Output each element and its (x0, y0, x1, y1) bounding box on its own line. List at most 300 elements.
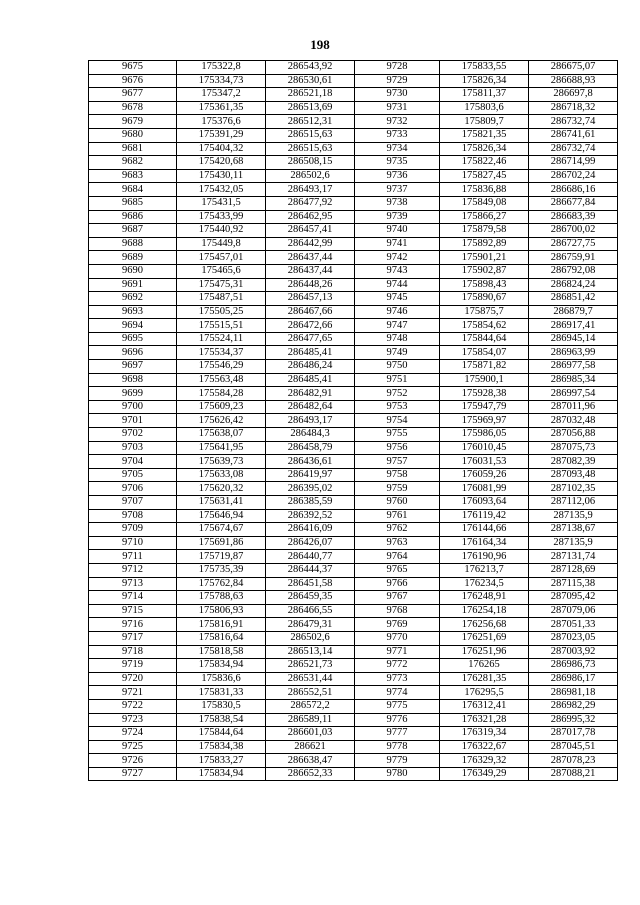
table-cell-y-right: 286732,74 (529, 142, 618, 156)
table-cell-point-number-left: 9704 (89, 455, 177, 469)
table-cell-point-number-left: 9696 (89, 346, 177, 360)
table-cell-point-number-left: 9712 (89, 563, 177, 577)
table-cell-x-left: 175646,94 (177, 509, 266, 523)
table-cell-x-left: 175524,11 (177, 332, 266, 346)
table-cell-y-right: 287075,73 (529, 441, 618, 455)
table-cell-y-left: 286521,73 (266, 659, 355, 673)
table-cell-point-number-left: 9717 (89, 631, 177, 645)
table-cell-y-right: 287128,69 (529, 563, 618, 577)
table-cell-x-left: 175433,99 (177, 210, 266, 224)
table-cell-x-left: 175818,58 (177, 645, 266, 659)
table-cell-x-right: 176190,96 (440, 550, 529, 564)
table-cell-point-number-left: 9724 (89, 727, 177, 741)
table-cell-point-number-right: 9757 (355, 455, 440, 469)
table-cell-y-right: 287079,06 (529, 604, 618, 618)
table-cell-point-number-left: 9714 (89, 591, 177, 605)
table-cell-x-right: 175928,38 (440, 387, 529, 401)
table-cell-x-left: 175844,64 (177, 727, 266, 741)
table-row (89, 115, 618, 129)
table-cell-y-left: 286543,92 (266, 61, 355, 75)
table-cell-point-number-right: 9742 (355, 251, 440, 265)
table-cell-x-right: 175833,55 (440, 61, 529, 75)
table-cell-point-number-left: 9711 (89, 550, 177, 564)
table-cell-y-left: 286502,6 (266, 631, 355, 645)
table-row (89, 455, 618, 469)
table-row (89, 645, 618, 659)
table-cell-point-number-right: 9755 (355, 428, 440, 442)
table-cell-point-number-left: 9686 (89, 210, 177, 224)
table-cell-x-left: 175431,5 (177, 196, 266, 210)
table-cell-y-left: 286444,37 (266, 563, 355, 577)
table-cell-point-number-right: 9780 (355, 767, 440, 781)
table-cell-point-number-right: 9745 (355, 292, 440, 306)
table-cell-x-left: 175515,51 (177, 319, 266, 333)
table-cell-x-left: 175834,38 (177, 740, 266, 754)
table-cell-y-right: 286718,32 (529, 101, 618, 115)
table-cell-x-left: 175334,73 (177, 74, 266, 88)
table-cell-x-right: 175821,35 (440, 128, 529, 142)
table-cell-x-left: 175534,37 (177, 346, 266, 360)
table-row (89, 387, 618, 401)
table-cell-y-right: 287095,42 (529, 591, 618, 605)
table-cell-x-right: 175892,89 (440, 237, 529, 251)
table-cell-y-right: 286732,74 (529, 115, 618, 129)
coordinates-table (88, 60, 618, 781)
table-row (89, 128, 618, 142)
table-cell-x-right: 175986,05 (440, 428, 529, 442)
table-row (89, 468, 618, 482)
table-row (89, 496, 618, 510)
table-cell-x-left: 175620,32 (177, 482, 266, 496)
table-cell-y-left: 286512,31 (266, 115, 355, 129)
table-row (89, 414, 618, 428)
table-row (89, 482, 618, 496)
table-cell-point-number-left: 9719 (89, 659, 177, 673)
table-row (89, 346, 618, 360)
table-cell-point-number-right: 9732 (355, 115, 440, 129)
table-cell-point-number-left: 9726 (89, 754, 177, 768)
table-cell-y-right: 286917,41 (529, 319, 618, 333)
table-cell-y-left: 286437,44 (266, 264, 355, 278)
table-cell-point-number-left: 9723 (89, 713, 177, 727)
table-cell-point-number-left: 9725 (89, 740, 177, 754)
table-cell-y-right: 287032,48 (529, 414, 618, 428)
table-cell-point-number-left: 9706 (89, 482, 177, 496)
table-cell-x-left: 175838,54 (177, 713, 266, 727)
table-cell-y-right: 287135,9 (529, 536, 618, 550)
table-cell-y-left: 286479,31 (266, 618, 355, 632)
table-row (89, 400, 618, 414)
table-cell-point-number-left: 9677 (89, 88, 177, 102)
table-cell-y-left: 286419,97 (266, 468, 355, 482)
table-cell-y-left: 286440,77 (266, 550, 355, 564)
table-cell-x-left: 175487,51 (177, 292, 266, 306)
table-cell-y-right: 286985,34 (529, 373, 618, 387)
table-cell-x-left: 175475,31 (177, 278, 266, 292)
table-cell-point-number-left: 9683 (89, 169, 177, 183)
table-cell-x-right: 175901,21 (440, 251, 529, 265)
table-cell-x-right: 175900,1 (440, 373, 529, 387)
table-cell-x-left: 175831,33 (177, 686, 266, 700)
table-cell-x-right: 175844,64 (440, 332, 529, 346)
table-cell-point-number-left: 9693 (89, 305, 177, 319)
table-cell-x-right: 175809,7 (440, 115, 529, 129)
table-row (89, 754, 618, 768)
table-cell-point-number-left: 9708 (89, 509, 177, 523)
table-cell-x-right: 176329,32 (440, 754, 529, 768)
table-cell-y-right: 286686,16 (529, 183, 618, 197)
table-cell-x-right: 175875,7 (440, 305, 529, 319)
table-cell-x-left: 175546,29 (177, 360, 266, 374)
table-row (89, 360, 618, 374)
table-cell-y-left: 286589,11 (266, 713, 355, 727)
table-cell-y-left: 286502,6 (266, 169, 355, 183)
table-cell-y-right: 286982,29 (529, 699, 618, 713)
table-cell-y-right: 286824,24 (529, 278, 618, 292)
table-cell-x-left: 175833,27 (177, 754, 266, 768)
table-row (89, 332, 618, 346)
table-cell-x-right: 175836,88 (440, 183, 529, 197)
table-row (89, 61, 618, 75)
table-row (89, 618, 618, 632)
table-cell-y-left: 286448,26 (266, 278, 355, 292)
table-cell-x-right: 175879,58 (440, 224, 529, 238)
table-cell-point-number-right: 9774 (355, 686, 440, 700)
table-cell-y-right: 286879,7 (529, 305, 618, 319)
table-cell-x-left: 175430,11 (177, 169, 266, 183)
table-cell-x-left: 175633,08 (177, 468, 266, 482)
table-cell-point-number-left: 9715 (89, 604, 177, 618)
table-row (89, 441, 618, 455)
table-cell-y-right: 286986,17 (529, 672, 618, 686)
table-cell-x-left: 175834,94 (177, 659, 266, 673)
table-cell-y-right: 286727,75 (529, 237, 618, 251)
table-cell-y-right: 286697,8 (529, 88, 618, 102)
table-cell-y-right: 287003,92 (529, 645, 618, 659)
table-cell-point-number-right: 9759 (355, 482, 440, 496)
table-cell-x-right: 176281,35 (440, 672, 529, 686)
table-cell-x-right: 176010,45 (440, 441, 529, 455)
table-cell-point-number-left: 9705 (89, 468, 177, 482)
table-cell-point-number-left: 9698 (89, 373, 177, 387)
table-cell-point-number-right: 9744 (355, 278, 440, 292)
table-cell-x-left: 175674,67 (177, 523, 266, 537)
table-cell-point-number-right: 9743 (355, 264, 440, 278)
table-cell-point-number-left: 9709 (89, 523, 177, 537)
table-cell-y-right: 286851,42 (529, 292, 618, 306)
table-cell-x-right: 175902,87 (440, 264, 529, 278)
table-row (89, 305, 618, 319)
table-cell-y-left: 286521,18 (266, 88, 355, 102)
table-cell-x-left: 175420,68 (177, 156, 266, 170)
table-row (89, 536, 618, 550)
table-cell-point-number-left: 9685 (89, 196, 177, 210)
table-cell-point-number-left: 9700 (89, 400, 177, 414)
table-cell-y-left: 286638,47 (266, 754, 355, 768)
table-cell-y-left: 286486,24 (266, 360, 355, 374)
table-cell-point-number-right: 9756 (355, 441, 440, 455)
table-row (89, 699, 618, 713)
table-cell-y-left: 286466,55 (266, 604, 355, 618)
table-cell-point-number-right: 9733 (355, 128, 440, 142)
table-cell-x-left: 175834,94 (177, 767, 266, 781)
table-cell-point-number-left: 9695 (89, 332, 177, 346)
table-row (89, 550, 618, 564)
table-row (89, 101, 618, 115)
table-cell-point-number-left: 9727 (89, 767, 177, 781)
table-cell-point-number-right: 9777 (355, 727, 440, 741)
table-cell-point-number-right: 9741 (355, 237, 440, 251)
table-cell-point-number-right: 9779 (355, 754, 440, 768)
table-cell-point-number-right: 9752 (355, 387, 440, 401)
table-cell-point-number-right: 9772 (355, 659, 440, 673)
table-cell-x-right: 175803,6 (440, 101, 529, 115)
table-cell-y-right: 286700,02 (529, 224, 618, 238)
table-cell-x-right: 176321,28 (440, 713, 529, 727)
coordinates-table-body (89, 61, 618, 781)
table-cell-y-left: 286462,95 (266, 210, 355, 224)
table-cell-y-left: 286436,61 (266, 455, 355, 469)
table-cell-point-number-right: 9768 (355, 604, 440, 618)
table-cell-point-number-right: 9771 (355, 645, 440, 659)
table-cell-y-right: 286986,73 (529, 659, 618, 673)
table-cell-x-left: 175457,01 (177, 251, 266, 265)
table-row (89, 278, 618, 292)
table-cell-x-right: 176213,7 (440, 563, 529, 577)
table-cell-x-right: 175898,43 (440, 278, 529, 292)
table-cell-x-right: 176251,69 (440, 631, 529, 645)
table-row (89, 196, 618, 210)
table-cell-y-right: 287051,33 (529, 618, 618, 632)
table-cell-y-left: 286459,35 (266, 591, 355, 605)
table-cell-y-right: 287112,06 (529, 496, 618, 510)
table-cell-y-left: 286513,14 (266, 645, 355, 659)
table-cell-point-number-right: 9739 (355, 210, 440, 224)
table-cell-y-right: 287102,35 (529, 482, 618, 496)
table-cell-y-right: 287082,39 (529, 455, 618, 469)
table-row (89, 577, 618, 591)
table-cell-x-left: 175735,39 (177, 563, 266, 577)
table-row (89, 210, 618, 224)
table-cell-x-right: 175866,27 (440, 210, 529, 224)
table-cell-x-left: 175836,6 (177, 672, 266, 686)
table-cell-y-right: 287011,96 (529, 400, 618, 414)
table-cell-point-number-left: 9702 (89, 428, 177, 442)
table-row (89, 373, 618, 387)
table-cell-point-number-right: 9735 (355, 156, 440, 170)
table-cell-point-number-left: 9692 (89, 292, 177, 306)
table-cell-x-right: 176312,41 (440, 699, 529, 713)
table-cell-point-number-right: 9750 (355, 360, 440, 374)
table-cell-y-left: 286621 (266, 740, 355, 754)
table-cell-x-right: 176265 (440, 659, 529, 673)
table-cell-point-number-left: 9680 (89, 128, 177, 142)
table-cell-point-number-left: 9678 (89, 101, 177, 115)
table-cell-y-left: 286493,17 (266, 414, 355, 428)
table-cell-y-right: 287093,48 (529, 468, 618, 482)
table-cell-x-right: 176081,99 (440, 482, 529, 496)
table-cell-y-left: 286531,44 (266, 672, 355, 686)
table-cell-x-left: 175449,8 (177, 237, 266, 251)
table-row (89, 591, 618, 605)
table-row (89, 428, 618, 442)
table-cell-point-number-left: 9707 (89, 496, 177, 510)
table-cell-point-number-left: 9691 (89, 278, 177, 292)
table-cell-y-left: 286467,66 (266, 305, 355, 319)
table-row (89, 142, 618, 156)
table-cell-x-left: 175691,86 (177, 536, 266, 550)
table-cell-x-left: 175719,87 (177, 550, 266, 564)
table-cell-x-right: 176251,96 (440, 645, 529, 659)
table-cell-x-right: 175947,79 (440, 400, 529, 414)
table-cell-x-right: 176256,68 (440, 618, 529, 632)
table-cell-x-right: 175890,67 (440, 292, 529, 306)
table-cell-y-right: 286995,32 (529, 713, 618, 727)
table-cell-point-number-left: 9720 (89, 672, 177, 686)
table-cell-x-left: 175639,73 (177, 455, 266, 469)
table-cell-x-right: 176144,66 (440, 523, 529, 537)
table-cell-point-number-left: 9684 (89, 183, 177, 197)
table-row (89, 631, 618, 645)
table-row (89, 672, 618, 686)
table-cell-y-left: 286477,65 (266, 332, 355, 346)
table-cell-x-right: 176031,53 (440, 455, 529, 469)
table-cell-y-left: 286572,2 (266, 699, 355, 713)
table-cell-y-left: 286385,59 (266, 496, 355, 510)
table-cell-point-number-right: 9767 (355, 591, 440, 605)
table-cell-y-right: 287131,74 (529, 550, 618, 564)
table-row (89, 264, 618, 278)
table-row (89, 74, 618, 88)
table-cell-point-number-right: 9751 (355, 373, 440, 387)
table-cell-point-number-left: 9682 (89, 156, 177, 170)
table-cell-x-right: 175969,97 (440, 414, 529, 428)
table-cell-y-left: 286451,58 (266, 577, 355, 591)
table-cell-x-left: 175361,35 (177, 101, 266, 115)
table-row (89, 292, 618, 306)
table-cell-x-right: 176093,64 (440, 496, 529, 510)
table-cell-y-right: 286997,54 (529, 387, 618, 401)
table-cell-y-right: 286963,99 (529, 346, 618, 360)
table-cell-y-right: 286683,39 (529, 210, 618, 224)
table-cell-point-number-right: 9729 (355, 74, 440, 88)
table-cell-point-number-right: 9736 (355, 169, 440, 183)
table-cell-y-left: 286508,15 (266, 156, 355, 170)
table-cell-point-number-right: 9734 (355, 142, 440, 156)
table-cell-x-right: 176349,29 (440, 767, 529, 781)
table-row (89, 563, 618, 577)
table-cell-point-number-left: 9699 (89, 387, 177, 401)
table-cell-x-right: 175871,82 (440, 360, 529, 374)
table-row (89, 224, 618, 238)
table-cell-y-left: 286513,69 (266, 101, 355, 115)
table-cell-y-right: 287056,88 (529, 428, 618, 442)
table-row (89, 604, 618, 618)
table-cell-y-left: 286437,44 (266, 251, 355, 265)
page-number: 198 (310, 37, 330, 52)
table-cell-y-right: 287135,9 (529, 509, 618, 523)
table-cell-y-left: 286515,63 (266, 128, 355, 142)
table-cell-x-right: 175849,08 (440, 196, 529, 210)
table-cell-y-right: 286792,08 (529, 264, 618, 278)
table-cell-point-number-left: 9701 (89, 414, 177, 428)
table-cell-point-number-right: 9769 (355, 618, 440, 632)
table-row (89, 156, 618, 170)
table-cell-x-right: 176119,42 (440, 509, 529, 523)
table-cell-y-right: 287138,67 (529, 523, 618, 537)
table-cell-point-number-right: 9754 (355, 414, 440, 428)
table-row (89, 767, 618, 781)
table-cell-point-number-left: 9676 (89, 74, 177, 88)
table-cell-point-number-right: 9761 (355, 509, 440, 523)
table-cell-x-right: 175826,34 (440, 74, 529, 88)
table-row (89, 659, 618, 673)
table-cell-point-number-left: 9688 (89, 237, 177, 251)
table-row (89, 713, 618, 727)
table-cell-point-number-left: 9694 (89, 319, 177, 333)
table-cell-point-number-left: 9690 (89, 264, 177, 278)
table-cell-y-right: 287078,23 (529, 754, 618, 768)
table-cell-x-left: 175322,8 (177, 61, 266, 75)
table-cell-x-left: 175609,23 (177, 400, 266, 414)
table-row (89, 686, 618, 700)
table-cell-y-left: 286515,63 (266, 142, 355, 156)
table-row (89, 183, 618, 197)
table-cell-y-left: 286530,61 (266, 74, 355, 88)
table-cell-y-left: 286493,17 (266, 183, 355, 197)
table-cell-point-number-left: 9722 (89, 699, 177, 713)
table-cell-y-left: 286457,13 (266, 292, 355, 306)
table-cell-y-right: 287017,78 (529, 727, 618, 741)
table-cell-point-number-right: 9731 (355, 101, 440, 115)
table-cell-y-left: 286442,99 (266, 237, 355, 251)
table-cell-x-right: 175854,07 (440, 346, 529, 360)
table-cell-x-left: 175404,32 (177, 142, 266, 156)
table-cell-x-left: 175816,64 (177, 631, 266, 645)
table-cell-x-left: 175391,29 (177, 128, 266, 142)
table-cell-y-left: 286484,3 (266, 428, 355, 442)
table-cell-x-right: 175827,45 (440, 169, 529, 183)
table-cell-y-left: 286472,66 (266, 319, 355, 333)
table-cell-x-right: 176295,5 (440, 686, 529, 700)
table-cell-x-left: 175432,05 (177, 183, 266, 197)
table-cell-y-left: 286601,03 (266, 727, 355, 741)
table-cell-y-right: 287023,05 (529, 631, 618, 645)
table-cell-point-number-right: 9749 (355, 346, 440, 360)
table-cell-x-right: 176254,18 (440, 604, 529, 618)
table-cell-y-right: 287088,21 (529, 767, 618, 781)
table-cell-point-number-left: 9718 (89, 645, 177, 659)
table-cell-y-right: 286945,14 (529, 332, 618, 346)
table-cell-y-right: 286714,99 (529, 156, 618, 170)
table-cell-y-right: 286677,84 (529, 196, 618, 210)
table-cell-point-number-right: 9766 (355, 577, 440, 591)
table-row (89, 169, 618, 183)
table-cell-x-right: 175854,62 (440, 319, 529, 333)
table-row (89, 523, 618, 537)
table-cell-x-left: 175641,95 (177, 441, 266, 455)
table-cell-point-number-right: 9770 (355, 631, 440, 645)
table-cell-point-number-left: 9675 (89, 61, 177, 75)
table-cell-point-number-right: 9764 (355, 550, 440, 564)
table-cell-point-number-right: 9737 (355, 183, 440, 197)
table-cell-point-number-left: 9687 (89, 224, 177, 238)
table-cell-y-right: 286981,18 (529, 686, 618, 700)
table-cell-point-number-right: 9765 (355, 563, 440, 577)
table-cell-x-left: 175347,2 (177, 88, 266, 102)
table-cell-x-left: 175505,25 (177, 305, 266, 319)
table-cell-x-right: 176319,34 (440, 727, 529, 741)
